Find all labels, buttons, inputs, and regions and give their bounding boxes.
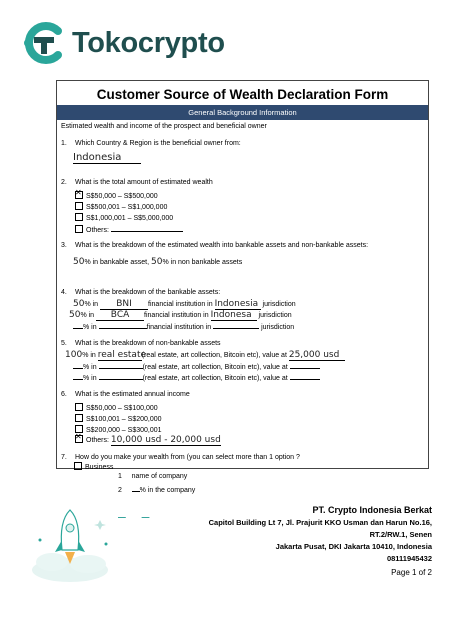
q7-sub-label: name of company [131, 473, 188, 480]
q5-asset-blank[interactable] [99, 361, 143, 369]
brand-name: Tokocrypto [72, 26, 225, 59]
q4-fin-label: financial institution in [148, 301, 213, 308]
q4-row [69, 310, 292, 321]
q5-value[interactable]: 25,000 usd [289, 350, 345, 361]
q2-option-label: S$1,000,001 – S$5,000,000 [86, 215, 174, 222]
q4-fin-label: financial institution in [146, 324, 212, 331]
q2-option[interactable] [75, 191, 158, 200]
q5-pct[interactable]: 100 [65, 350, 83, 360]
q3-nonbankable-value[interactable]: 50 [151, 257, 163, 267]
q5-asset-blank[interactable] [99, 372, 143, 380]
footer-phone: 08111945432 [386, 554, 432, 563]
q5-desc-label: (real estate, art collection, Bitcoin etc), value at [142, 375, 288, 382]
checkbox-icon[interactable] [75, 435, 83, 443]
q4-pct-label: % in [80, 312, 95, 319]
checkbox-icon[interactable] [75, 213, 83, 221]
q5-row [73, 361, 320, 371]
q6-other-answer[interactable]: 10,000 usd - 20,000 usd [110, 435, 221, 445]
q7-sub-label: % in the company [139, 487, 196, 494]
q4-pct[interactable]: 50 [73, 299, 85, 309]
checkbox-icon[interactable] [75, 403, 83, 411]
q4-country[interactable]: Indonesia [215, 299, 261, 310]
q4-pct[interactable]: 50 [69, 310, 81, 320]
q5-value-blank[interactable] [290, 372, 320, 380]
q6-option[interactable] [75, 414, 162, 423]
q2-option-label: S$50,000 – S$500,000 [86, 193, 158, 200]
q7-number: 7. [61, 454, 67, 461]
q4-number: 4. [61, 289, 67, 296]
q2-option-label: Others: [86, 227, 109, 234]
q6-option-label: Others: [86, 437, 109, 444]
q3-nonbankable-label: % in non bankable assets [162, 259, 243, 266]
q5-desc-label: (real estate, art collection, Bitcoin etc), value at [142, 364, 288, 371]
q6-option-label: S$50,000 – S$100,000 [86, 405, 158, 412]
checkbox-icon[interactable] [75, 414, 83, 422]
q5-number: 5. [61, 340, 67, 347]
q1-text: Which Country & Region is the beneficial owner from: [75, 140, 241, 147]
checkbox-icon[interactable] [75, 191, 83, 199]
footer-address-2: RT.2/RW.1, Senen [369, 530, 432, 539]
q6-option[interactable] [75, 403, 158, 412]
q2-other-field[interactable] [111, 224, 183, 232]
q2-number: 2. [61, 179, 67, 186]
q4-pct-label: % in [83, 324, 97, 331]
q3-number: 3. [61, 242, 67, 249]
q3-text: What is the breakdown of the estimated wealth into bankable assets and non-bankable assets: [75, 242, 369, 249]
q6-option-label: S$100,001 – S$200,000 [86, 416, 162, 423]
q4-pct-label: % in [84, 301, 99, 308]
q4-bank[interactable]: BCA [96, 310, 144, 321]
q6-option[interactable] [75, 435, 221, 445]
q7-text: How do you make your wealth from (you can select more than 1 option ? [75, 454, 300, 461]
q3-bankable-label: % in bankable asset, [84, 259, 150, 266]
q5-value-blank[interactable] [290, 361, 320, 369]
q5-pct-blank[interactable] [73, 372, 83, 380]
q2-option[interactable] [75, 224, 183, 234]
footer-company-name: PT. Crypto Indonesia Berkat [312, 505, 432, 515]
q6-text: What is the estimated annual income [75, 391, 190, 398]
q7-sub [118, 473, 187, 480]
q4-row [73, 299, 296, 310]
q4-juris-label: jurisdiction [258, 312, 292, 319]
q6-option-label: S$200,000 – S$300,001 [86, 427, 162, 434]
checkbox-icon[interactable] [75, 225, 83, 233]
q4-fin-label: financial institution in [144, 312, 209, 319]
q6-option[interactable] [75, 425, 162, 434]
q1-number: 1. [61, 140, 67, 147]
q5-text: What is the breakdown of non-bankable assets [75, 340, 221, 347]
tokocrypto-logo-icon [22, 22, 68, 64]
form-intro: Estimated wealth and income of the prospect and beneficial owner [61, 123, 267, 130]
q2-text: What is the total amount of estimated wealth [75, 179, 213, 186]
decorative-dashes: – – [118, 508, 156, 524]
checkbox-icon[interactable] [74, 462, 82, 470]
q5-pct-blank[interactable] [73, 361, 83, 369]
q7-sub [118, 484, 195, 494]
q5-pct-label: % in [82, 352, 96, 359]
q6-number: 6. [61, 391, 67, 398]
q7-sub-number: 1 [118, 473, 122, 480]
q5-pct-label: % in [83, 375, 97, 382]
q5-desc-label: (real estate, art collection, Bitcoin etc), value at [141, 352, 287, 359]
q4-juris-label: jurisdiction [262, 301, 296, 308]
q4-juris-label: jurisdiction [261, 324, 295, 331]
checkbox-icon[interactable] [75, 202, 83, 210]
q4-country[interactable]: Indonesa [211, 310, 257, 321]
q4-bank-blank[interactable] [99, 321, 147, 329]
q5-row [73, 372, 320, 382]
q1-answer[interactable]: Indonesia [73, 152, 141, 164]
section-header: General Background Information [57, 105, 428, 120]
q3-answer [73, 257, 242, 267]
q4-text: What is the breakdown of the bankable assets: [75, 289, 221, 296]
page-number: Page 1 of 2 [391, 568, 432, 577]
q5-row [65, 350, 345, 361]
q7-option[interactable] [74, 462, 113, 471]
q4-country-blank[interactable] [213, 321, 259, 329]
footer-address-3: Jakarta Pusat, DKI Jakarta 10410, Indonesia [275, 542, 432, 551]
q2-option[interactable] [75, 202, 167, 211]
q5-pct-label: % in [83, 364, 97, 371]
q2-option[interactable] [75, 213, 173, 222]
q7-sub-number: 2 [118, 487, 122, 494]
q3-bankable-value[interactable]: 50 [73, 257, 85, 267]
q4-pct-blank[interactable] [73, 321, 83, 329]
q7-option-label: Business [85, 464, 114, 471]
form-title: Customer Source of Wealth Declaration Form [96, 87, 389, 102]
footer-address-1: Capitol Building Lt 7, Jl. Prajurit KKO Usman dan Harun No.16, [208, 518, 432, 527]
q2-option-label: S$500,001 – S$1,000,000 [86, 204, 168, 211]
q7-pct-blank[interactable] [132, 484, 140, 492]
q4-row [73, 321, 294, 331]
declaration-form [56, 80, 429, 469]
tokocrypto-logo [22, 22, 225, 64]
q5-asset[interactable]: real estate [97, 350, 147, 360]
q4-bank[interactable]: BNI [100, 299, 148, 310]
